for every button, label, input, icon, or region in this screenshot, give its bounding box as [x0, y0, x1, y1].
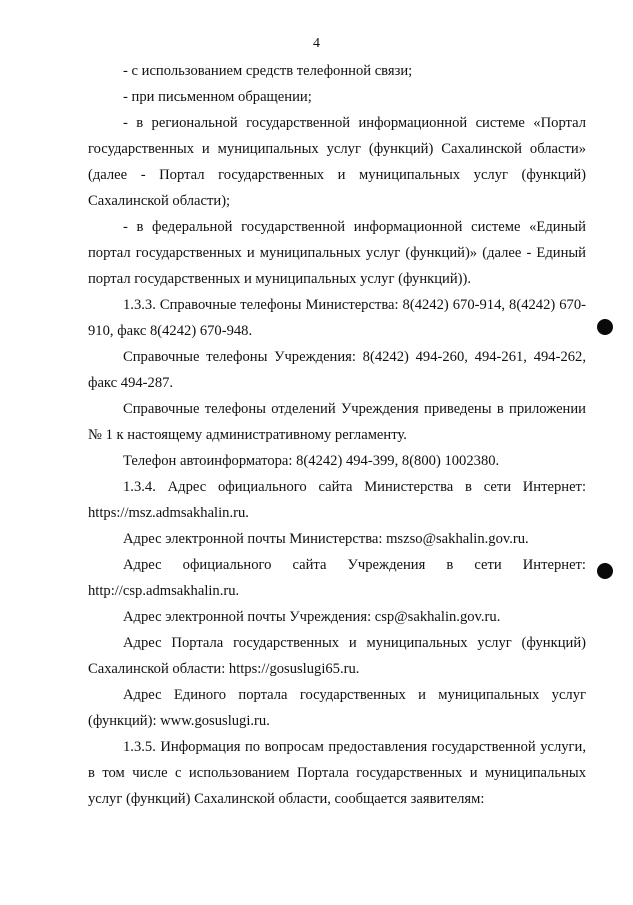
paragraph: 1.3.4. Адрес официального сайта Министерства в сети Интернет: https://msz.admsakhalin.ru.	[88, 479, 586, 521]
paragraph: Телефон автоинформатора: 8(4242) 494-399, 8(800) 1002380.	[123, 453, 500, 469]
paragraph: - с использованием средств телефонной связи;	[123, 63, 413, 79]
document-body	[88, 58, 586, 812]
paragraph: Адрес Единого портала государственных и муниципальных услуг (функций): www.gosuslugi.ru.	[88, 687, 586, 729]
binder-hole-mark	[597, 563, 613, 579]
paragraph: Адрес электронной почты Министерства: mszso@sakhalin.gov.ru.	[123, 531, 529, 547]
paragraph: Справочные телефоны отделений Учреждения приведены в приложении № 1 к настоящему административному регламенту.	[88, 401, 586, 443]
paragraph: Адрес Портала государственных и муниципальных услуг (функций) Сахалинской области: https://gosuslugi65.ru.	[88, 635, 586, 677]
binder-hole-mark	[597, 319, 613, 335]
paragraph: 1.3.3. Справочные телефоны Министерства: 8(4242) 670-914, 8(4242) 670-910, факс 8(4242) 670-948.	[88, 297, 586, 339]
paragraph: Справочные телефоны Учреждения: 8(4242) 494-260, 494-261, 494-262, факс 494-287.	[88, 349, 586, 391]
paragraph: 1.3.5. Информация по вопросам предоставления государственной услуги, в том числе с использованием Портала государственных и муниципальных услуг (функций) Сахалинской области, сообщается заявителям:	[88, 739, 586, 807]
paragraph: - в региональной государственной информационной системе «Портал государственных и муниципальных услуг (функций) Сахалинской области» (далее - Портал государственных и муниципальных услуг (функций) Сахалинской области);	[88, 115, 586, 209]
page-number: 4	[313, 36, 320, 51]
paragraph: Адрес электронной почты Учреждения: csp@sakhalin.gov.ru.	[123, 609, 501, 625]
paragraph: - при письменном обращении;	[123, 89, 312, 105]
paragraph: Адрес официального сайта Учреждения в сети Интернет: http://csp.admsakhalin.ru.	[88, 557, 586, 599]
paragraph: - в федеральной государственной информационной системе «Единый портал государственных и муниципальных услуг (функций)» (далее - Единый портал государственных и муниципальных услуг (функций)).	[88, 219, 586, 287]
